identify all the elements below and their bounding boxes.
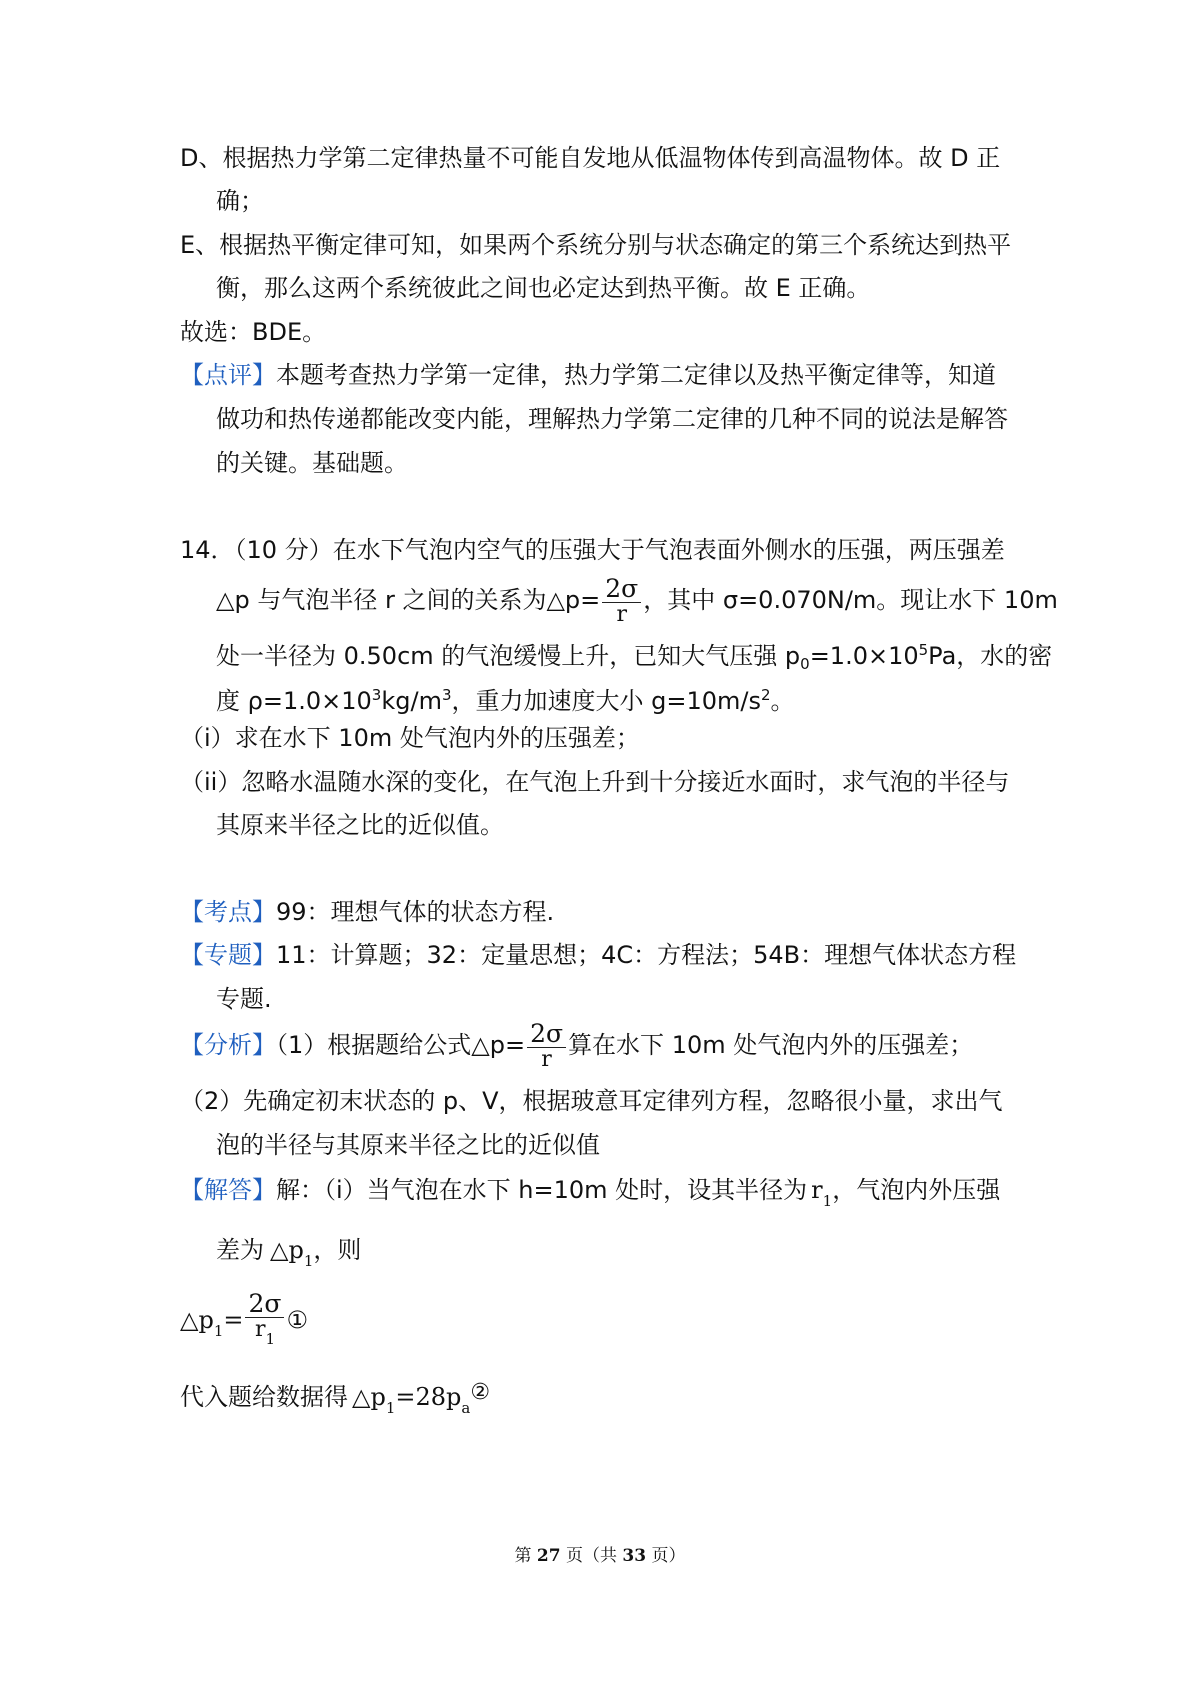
answer-line: 故选：BDE。 [180, 318, 327, 346]
jieda-tag: 【解答】 [180, 1176, 276, 1204]
sub-question-ii-line1: （ii）忽略水温随水深的变化，在气泡上升到十分接近水面时，求气泡的半径与 [180, 768, 1010, 796]
question-14-line4 [216, 680, 795, 716]
subscript: 0 [800, 655, 810, 673]
sub-question-ii-line2: 其原来半径之比的近似值。 [216, 811, 504, 839]
eq2-lhs-main: △p [352, 1383, 386, 1411]
r1-symbol [811, 1176, 833, 1210]
q14-text: kg/m [381, 687, 442, 715]
fraction-denominator: r [616, 601, 627, 627]
zhuanti-line2: 专题. [216, 985, 272, 1013]
q14-text: Pa，水的密 [928, 642, 1053, 670]
superscript: 3 [371, 686, 382, 704]
page-footer [0, 1545, 1200, 1567]
eq1-lhs-sub: 1 [213, 1322, 224, 1340]
eq1-number: ① [286, 1306, 308, 1334]
option-e-line2: 衡，那么这两个系统彼此之间也必定达到热平衡。故 E 正确。 [216, 274, 871, 302]
review-line1 [180, 360, 1028, 390]
q14-text: =1.0×10 [809, 642, 919, 670]
kaodian-line [180, 897, 1028, 927]
jieda-text: 差为 [216, 1236, 264, 1264]
q14-text: ，其中 σ=0.070N/m。现让水下 10m [643, 586, 1058, 614]
fenxi-tag: 【分析】 [180, 1031, 276, 1059]
eq1-fraction [245, 1291, 284, 1351]
dp1-main: △p [270, 1236, 304, 1264]
review-text: 本题考查热力学第一定律，热力学第二定律以及热平衡定律等，知道 [276, 361, 996, 389]
jieda-text: 解：（i）当气泡在水下 h=10m 处时，设其半径为 [276, 1176, 808, 1204]
question-14-line3 [216, 635, 1052, 679]
fraction-numerator: 2σ [602, 576, 641, 603]
superscript: 2 [760, 686, 771, 704]
eq1-den-sub: 1 [265, 1330, 276, 1348]
q14-text: 度 ρ=1.0×10 [216, 687, 372, 715]
eq1-lhs [180, 1306, 224, 1340]
kaodian-tag: 【考点】 [180, 898, 276, 926]
jieda-line1 [180, 1175, 1028, 1216]
q14-text: 。 [770, 687, 795, 715]
footer-text: 第 [514, 1546, 537, 1566]
fraction-denominator: r [541, 1046, 552, 1072]
option-e-line1: E、根据热平衡定律可知，如果两个系统分别与状态确定的第三个系统达到热平 [180, 231, 1012, 259]
superscript: 5 [918, 641, 929, 659]
eq2-text: 代入题给数据得 [180, 1383, 348, 1411]
fenxi-text: 算在水下 10m 处气泡内外的压强差； [568, 1031, 974, 1059]
jieda-text: ，则 [313, 1236, 362, 1264]
fenxi-text: （1）根据题给公式△p= [276, 1031, 526, 1059]
eq2-rhs: =28p [395, 1383, 462, 1411]
kaodian-text: 99：理想气体的状态方程. [276, 898, 555, 926]
q14-text: 处一半径为 0.50cm 的气泡缓慢上升，已知大气压强 p [216, 642, 801, 670]
question-14-line1: 14．（10 分）在水下气泡内空气的压强大于气泡表面外侧水的压强，两压强差 [180, 536, 1005, 564]
fenxi2-line2: 泡的半径与其原来半径之比的近似值 [216, 1131, 600, 1159]
zhuanti-text: 11：计算题；32：定量思想；4C：方程法；54B：理想气体状态方程 [276, 941, 1017, 969]
dp1-sub: 1 [303, 1252, 314, 1270]
eq1-numerator: 2σ [245, 1291, 284, 1318]
q14-text: △p 与气泡半径 r 之间的关系为△p= [216, 586, 601, 614]
r1-main: r [811, 1176, 823, 1204]
review-line2: 做功和热传递都能改变内能，理解热力学第二定律的几种不同的说法是解答 [216, 405, 1008, 433]
dp1-symbol [270, 1236, 314, 1270]
eq2-lhs [352, 1383, 471, 1417]
eq2-lhs-sub: 1 [385, 1399, 396, 1417]
eq2-rhs-sub: a [461, 1399, 471, 1417]
review-tag: 【点评】 [180, 361, 276, 389]
fraction-numerator: 2σ [527, 1021, 566, 1048]
equation-2 [180, 1378, 1028, 1423]
q14-text: ，重力加速度大小 g=10m/s [451, 687, 761, 715]
footer-text: 页） [646, 1546, 686, 1566]
r1-sub: 1 [822, 1192, 833, 1210]
eq1-lhs-main: △p [180, 1306, 214, 1334]
jieda-line2 [216, 1235, 361, 1276]
sub-question-i: （i）求在水下 10m 处气泡内外的压强差； [180, 724, 640, 752]
eq1-den-main: r [254, 1317, 266, 1342]
option-d-line1: D、根据热力学第二定律热量不可能自发地从低温物体传到高温物体。故 D 正 [180, 144, 1001, 172]
fenxi2-line1: （2）先确定初末状态的 p、V，根据玻意耳定律列方程，忽略很小量，求出气 [180, 1087, 1003, 1115]
zhuanti-tag: 【专题】 [180, 941, 276, 969]
equation-1 [180, 1290, 1028, 1361]
zhuanti-line1 [180, 940, 1028, 970]
question-14-line2 [216, 571, 1058, 629]
current-page-number: 27 [536, 1546, 561, 1566]
total-page-number: 33 [622, 1546, 647, 1566]
footer-text: 页（共 [560, 1546, 623, 1566]
superscript: 3 [441, 686, 452, 704]
eq2-number: ② [470, 1380, 491, 1405]
jieda-text: ，气泡内外压强 [832, 1176, 1001, 1204]
eq1-equals: = [223, 1306, 244, 1334]
formula-fraction [527, 1018, 566, 1072]
review-line3: 的关键。基础题。 [216, 449, 408, 477]
eq1-denominator [245, 1318, 284, 1351]
formula-fraction [602, 573, 641, 627]
fenxi-line1 [180, 1016, 1028, 1074]
option-d-line2: 确； [216, 187, 264, 215]
